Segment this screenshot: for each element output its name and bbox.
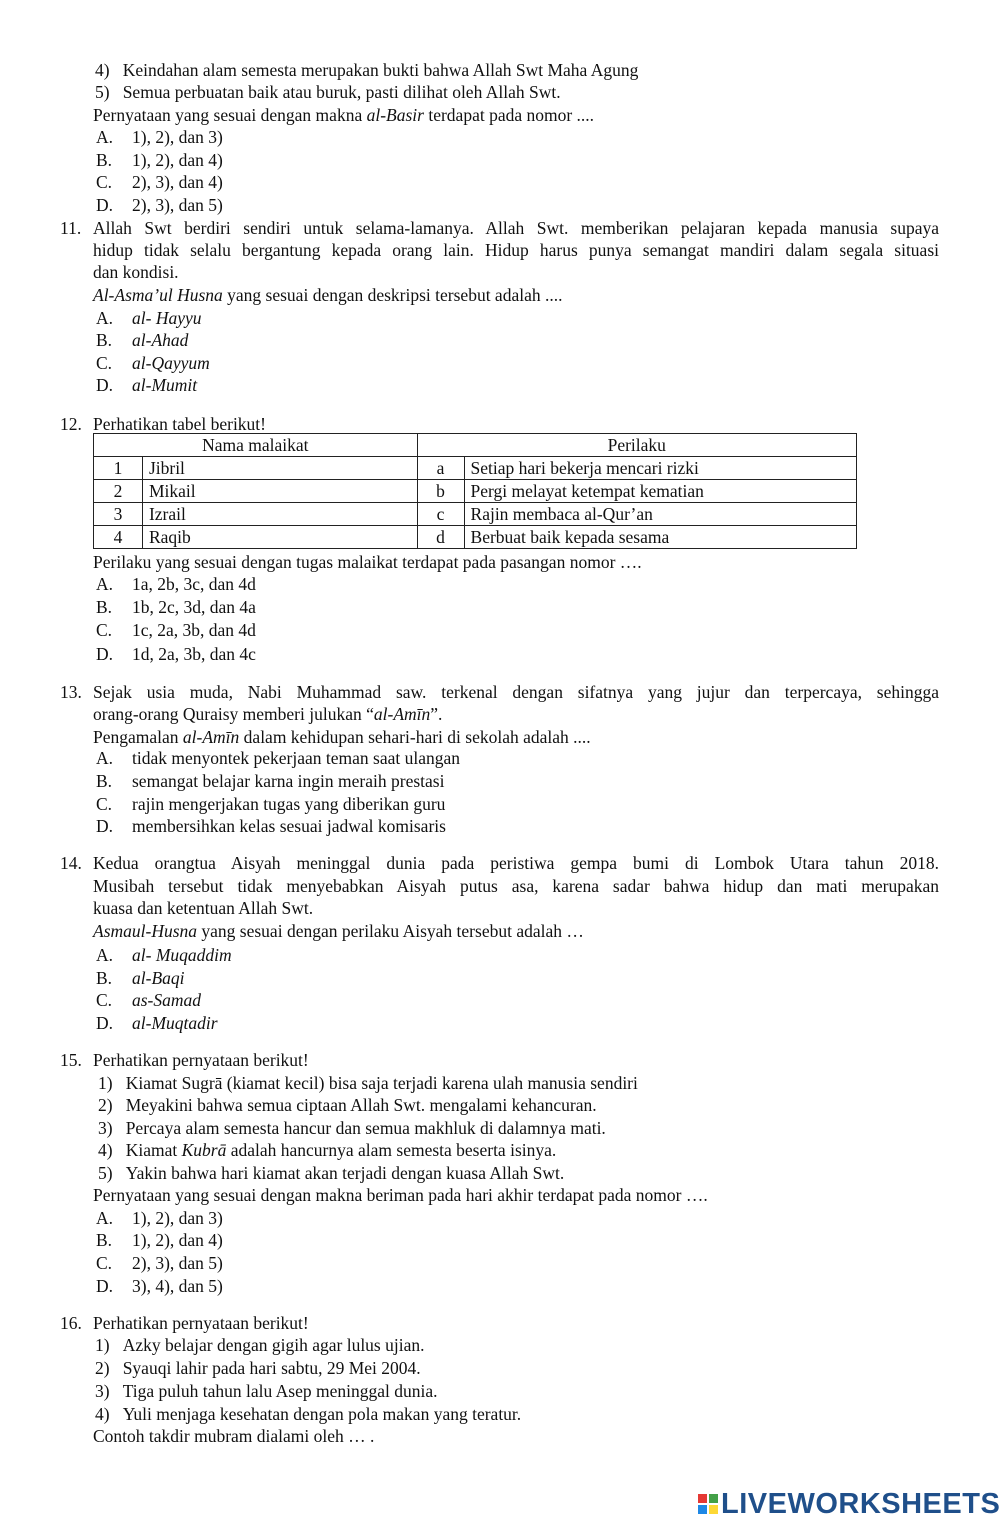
q16-stem: Contoh takdir mubram dialami oleh … .: [93, 1426, 375, 1446]
q14-stem: Asmaul-Husna yang sesuai dengan perilaku Aisyah tersebut adalah …: [93, 921, 584, 941]
q15-item-5: 5) Yakin bahwa hari kiamat akan terjadi dengan kuasa Allah Swt.: [98, 1163, 565, 1183]
behavior-key: a: [417, 457, 464, 480]
row-number: 1: [94, 457, 143, 480]
q11-option-d[interactable]: D. al-Mumit: [96, 375, 198, 395]
q12-intro: Perhatikan tabel berikut!: [93, 414, 266, 434]
logo-square: [698, 1505, 707, 1514]
q10-option-c[interactable]: C. 2), 3), dan 4): [96, 172, 223, 192]
logo-square: [709, 1494, 718, 1503]
q15-item-2: 2) Meyakini bahwa semua ciptaan Allah Swt. mengalami kehancuran.: [98, 1095, 597, 1115]
q16-item-1: 1) Azky belajar dengan gigih agar lulus ujian.: [95, 1335, 425, 1355]
q12-option-d[interactable]: D. 1d, 2a, 3b, dan 4c: [96, 644, 256, 664]
q12-number: 12.: [60, 414, 82, 434]
q14-text-line-3: kuasa dan ketentuan Allah Swt.: [93, 898, 314, 918]
table-row: [94, 480, 857, 503]
row-number: 4: [94, 526, 143, 549]
q14-text-line-2: Musibah tersebut tidak menyebabkan Aisyah putus asa, karena sadar bahwa hidup dan mati merupakan: [93, 876, 939, 896]
q16-item-3: 3) Tiga puluh tahun lalu Asep meninggal dunia.: [95, 1381, 438, 1401]
q11-option-a[interactable]: A. al- Hayyu: [96, 308, 202, 328]
liveworksheets-logo[interactable]: [698, 1486, 1000, 1522]
q11-text-line-2: hidup tidak selalu bergantung kepada orang lain. Hidup harus punya semangat mandiri dalam segala situasi: [93, 240, 939, 260]
q13-text-line-1: Sejak usia muda, Nabi Muhammad saw. terkenal dengan sifatnya yang jujur dan terpercaya, sehingga: [93, 682, 939, 702]
behavior-text: Rajin membaca al-Qur’an: [464, 503, 856, 526]
angel-table: [93, 433, 857, 549]
q13-stem: Pengamalan al-Amīn dalam kehidupan sehari-hari di sekolah adalah ....: [93, 727, 591, 747]
angel-name: Jibril: [142, 457, 417, 480]
q15-item-3: 3) Percaya alam semesta hancur dan semua makhluk di dalamnya mati.: [98, 1118, 606, 1138]
header-angel-name: Nama malaikat: [94, 434, 418, 457]
q11-text-line-1: Allah Swt berdiri sendiri untuk selama-lamanya. Allah Swt. memberikan pelajaran kepada manusia supaya: [93, 218, 939, 238]
q12-option-a[interactable]: A. 1a, 2b, 3c, dan 4d: [96, 574, 256, 594]
behavior-key: c: [417, 503, 464, 526]
q10-option-d[interactable]: D. 2), 3), dan 5): [96, 195, 223, 215]
q16-number: 16.: [60, 1313, 82, 1333]
q13-option-b[interactable]: B. semangat belajar karna ingin meraih prestasi: [96, 771, 445, 791]
q15-option-d[interactable]: D. 3), 4), dan 5): [96, 1276, 223, 1296]
behavior-key: b: [417, 480, 464, 503]
logo-grid-icon: [698, 1494, 718, 1514]
q11-stem: Al-Asma’ul Husna yang sesuai dengan deskripsi tersebut adalah ....: [93, 285, 563, 305]
q13-option-c[interactable]: C. rajin mengerjakan tugas yang diberikan guru: [96, 794, 446, 814]
q11-option-b[interactable]: B. al-Ahad: [96, 330, 189, 350]
q13-option-d[interactable]: D. membersihkan kelas sesuai jadwal komisaris: [96, 816, 446, 836]
q16-item-4: 4) Yuli menjaga kesehatan dengan pola makan yang teratur.: [95, 1404, 522, 1424]
q12-stem: Perilaku yang sesuai dengan tugas malaikat terdapat pada pasangan nomor ….: [93, 552, 642, 572]
row-number: 2: [94, 480, 143, 503]
q16-intro: Perhatikan pernyataan berikut!: [93, 1313, 309, 1333]
q10-option-b[interactable]: B. 1), 2), dan 4): [96, 150, 223, 170]
angel-name: Mikail: [142, 480, 417, 503]
q14-text-line-1: Kedua orangtua Aisyah meninggal dunia pada peristiwa gempa bumi di Lombok Utara tahun 2018.: [93, 853, 939, 873]
q16-item-2: 2) Syauqi lahir pada hari sabtu, 29 Mei 2004.: [95, 1358, 421, 1378]
table-header-row: [94, 434, 857, 457]
q13-number: 13.: [60, 682, 82, 702]
behavior-text: Pergi melayat ketempat kematian: [464, 480, 856, 503]
q11-text-line-3: dan kondisi.: [93, 262, 179, 282]
logo-text: LIVEWORKSHEETS: [721, 1487, 1000, 1520]
logo-square: [709, 1505, 718, 1514]
angel-name: Raqib: [142, 526, 417, 549]
table-row: [94, 503, 857, 526]
q14-option-b[interactable]: B. al-Baqi: [96, 968, 185, 988]
q13-text-line-2: orang-orang Quraisy memberi julukan “al-Amīn”.: [93, 704, 443, 724]
q12-option-c[interactable]: C. 1c, 2a, 3b, dan 4d: [96, 620, 256, 640]
q14-number: 14.: [60, 853, 82, 873]
q10-option-a[interactable]: A. 1), 2), dan 3): [96, 127, 223, 147]
behavior-key: d: [417, 526, 464, 549]
q15-intro: Perhatikan pernyataan berikut!: [93, 1050, 309, 1070]
q10-stem: Pernyataan yang sesuai dengan makna al-Basir terdapat pada nomor ....: [93, 105, 595, 125]
q15-stem: Pernyataan yang sesuai dengan makna beriman pada hari akhir terdapat pada nomor ….: [93, 1185, 708, 1205]
q12-option-b[interactable]: B. 1b, 2c, 3d, dan 4a: [96, 597, 256, 617]
angel-name: Izrail: [142, 503, 417, 526]
table-row: [94, 526, 857, 549]
q14-option-c[interactable]: C. as-Samad: [96, 990, 202, 1010]
table-row: [94, 457, 857, 480]
q15-item-4: 4) Kiamat Kubrā adalah hancurnya alam semesta beserta isinya.: [98, 1140, 557, 1160]
q15-item-1: 1) Kiamat Sugrā (kiamat kecil) bisa saja terjadi karena ulah manusia sendiri: [98, 1073, 638, 1093]
behavior-text: Berbuat baik kepada sesama: [464, 526, 856, 549]
logo-square: [698, 1494, 707, 1503]
q11-number: 11.: [60, 218, 82, 238]
q15-option-b[interactable]: B. 1), 2), dan 4): [96, 1230, 223, 1250]
q10-item-5: 5) Semua perbuatan baik atau buruk, pasti dilihat oleh Allah Swt.: [95, 82, 561, 102]
q10-item-4: 4) Keindahan alam semesta merupakan bukti bahwa Allah Swt Maha Agung: [95, 60, 639, 80]
q15-option-c[interactable]: C. 2), 3), dan 5): [96, 1253, 223, 1273]
q15-number: 15.: [60, 1050, 82, 1070]
q14-option-a[interactable]: A. al- Muqaddim: [96, 945, 232, 965]
q11-option-c[interactable]: C. al-Qayyum: [96, 353, 210, 373]
row-number: 3: [94, 503, 143, 526]
q15-option-a[interactable]: A. 1), 2), dan 3): [96, 1208, 223, 1228]
q14-option-d[interactable]: D. al-Muqtadir: [96, 1013, 218, 1033]
behavior-text: Setiap hari bekerja mencari rizki: [464, 457, 856, 480]
q13-option-a[interactable]: A. tidak menyontek pekerjaan teman saat ulangan: [96, 748, 460, 768]
header-behavior: Perilaku: [417, 434, 856, 457]
